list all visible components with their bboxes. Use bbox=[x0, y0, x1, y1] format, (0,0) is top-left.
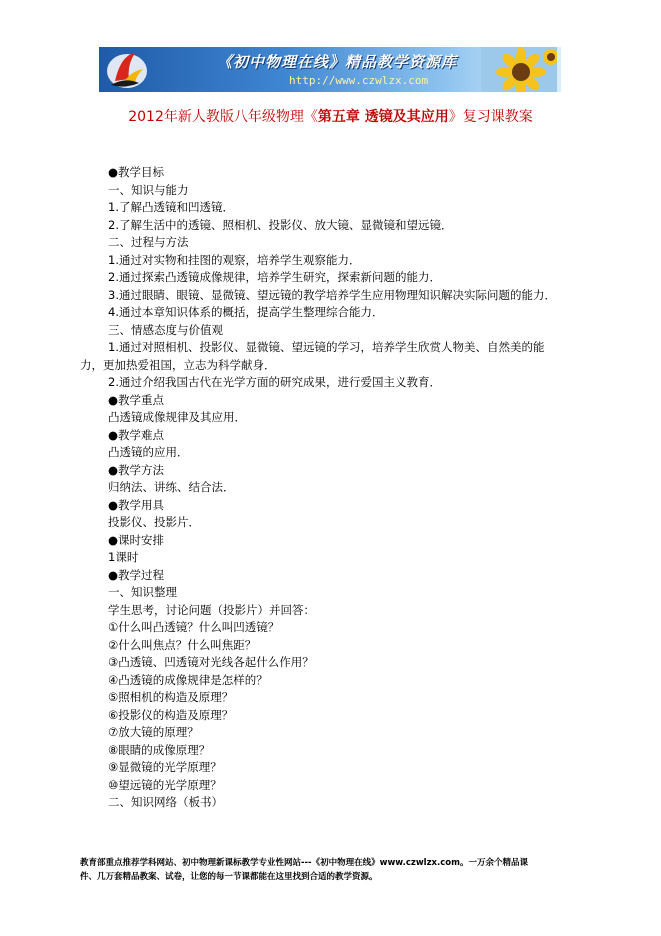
text-paragraph: 1.通过对照相机、投影仪、显微镜、望远镜的学习，培养学生欣赏人物美、自然美的能力，更加热爱祖国，立志为科学献身． bbox=[80, 340, 545, 372]
text-line: 凸透镜的应用． bbox=[108, 445, 189, 459]
question-item: ②什么叫焦点？什么叫焦距？ bbox=[108, 637, 257, 652]
title-suffix: 》复习课教案 bbox=[448, 109, 533, 125]
page-footer bbox=[80, 856, 580, 884]
section-heading: ●教学方法 bbox=[108, 462, 165, 477]
question-item: ⑩望远镜的光学原理？ bbox=[108, 777, 222, 792]
footer-line-2: 件、几万套精品教案、试卷，让您的每一节课都能在这里找到合适的教学资源。 bbox=[80, 872, 378, 882]
banner-url: http://www.czwlzx.com bbox=[289, 74, 429, 87]
subsection-heading: 三、情感态度与价值观 bbox=[108, 322, 223, 337]
question-item: ④凸透镜的成像规律是怎样的？ bbox=[108, 672, 268, 687]
question-item: ⑧眼睛的成像原理？ bbox=[108, 742, 211, 757]
section-heading: ●教学目标 bbox=[108, 165, 165, 179]
title-prefix: 2012年新人教版八年级物理《 bbox=[128, 109, 318, 125]
subsection-heading: 一、知识整理 bbox=[108, 585, 177, 599]
question-item: ⑦放大镜的原理？ bbox=[108, 725, 199, 739]
question-item: ⑤照相机的构造及原理？ bbox=[108, 690, 234, 704]
title-emphasis: 第五章 透镜及其应用 bbox=[317, 109, 449, 125]
banner-title: 《初中物理在线》精品教学资源库 bbox=[217, 53, 458, 71]
text-line: 凸透镜成像规律及其应用． bbox=[108, 410, 246, 424]
document-body bbox=[80, 164, 560, 812]
header-banner bbox=[99, 47, 561, 92]
section-heading: ●教学难点 bbox=[108, 427, 165, 442]
question-item: ⑥投影仪的构造及原理？ bbox=[108, 707, 234, 722]
text-line: 4.通过本章知识体系的概括，提高学生整理综合能力． bbox=[108, 305, 384, 319]
sunflower-icon bbox=[481, 47, 557, 92]
question-item: ①什么叫凸透镜？什么叫凹透镜？ bbox=[108, 620, 280, 634]
text-line: 2.通过介绍我国古代在光学方面的研究成果，进行爱国主义教育． bbox=[108, 375, 441, 389]
text-line: 1课时 bbox=[108, 550, 139, 564]
site-logo-icon bbox=[105, 49, 149, 90]
text-line: 归纳法、讲练、结合法． bbox=[108, 480, 235, 494]
document-title bbox=[0, 106, 661, 126]
section-heading: ●教学重点 bbox=[108, 392, 165, 407]
text-line: 1.通过对实物和挂图的观察，培养学生观察能力． bbox=[108, 252, 361, 267]
text-line: 2.通过探索凸透镜成像规律，培养学生研究，探索新问题的能力． bbox=[108, 270, 441, 284]
section-heading: ●教学过程 bbox=[108, 567, 165, 582]
text-line: 1.了解凸透镜和凹透镜． bbox=[108, 200, 234, 214]
question-item: ③凸透镜、凹透镜对光线各起什么作用？ bbox=[108, 655, 314, 669]
subsection-heading: 一、知识与能力 bbox=[108, 182, 189, 197]
subsection-heading: 二、知识网络（板书） bbox=[108, 795, 223, 809]
text-line: 投影仪、投影片． bbox=[108, 515, 200, 529]
text-paragraph: 3.通过眼睛、眼镜、显微镜、望远镜的教学培养学生应用物理知识解决实际问题的能力． bbox=[108, 287, 556, 302]
subsection-heading: 二、过程与方法 bbox=[108, 235, 189, 249]
section-heading: ●课时安排 bbox=[108, 532, 165, 547]
text-line: 2.了解生活中的透镜、照相机、投影仪、放大镜、显微镜和望远镜． bbox=[108, 217, 453, 232]
footer-line-1: 教育部重点推荐学科网站、初中物理新课标教学专业性网站---《初中物理在线》www.czwlzx.com。一万余个精品课 bbox=[80, 858, 528, 868]
question-item: ⑨显微镜的光学原理？ bbox=[108, 760, 222, 774]
text-line: 学生思考，讨论问题（投影片）并回答： bbox=[108, 602, 315, 617]
section-heading: ●教学用具 bbox=[108, 497, 165, 512]
